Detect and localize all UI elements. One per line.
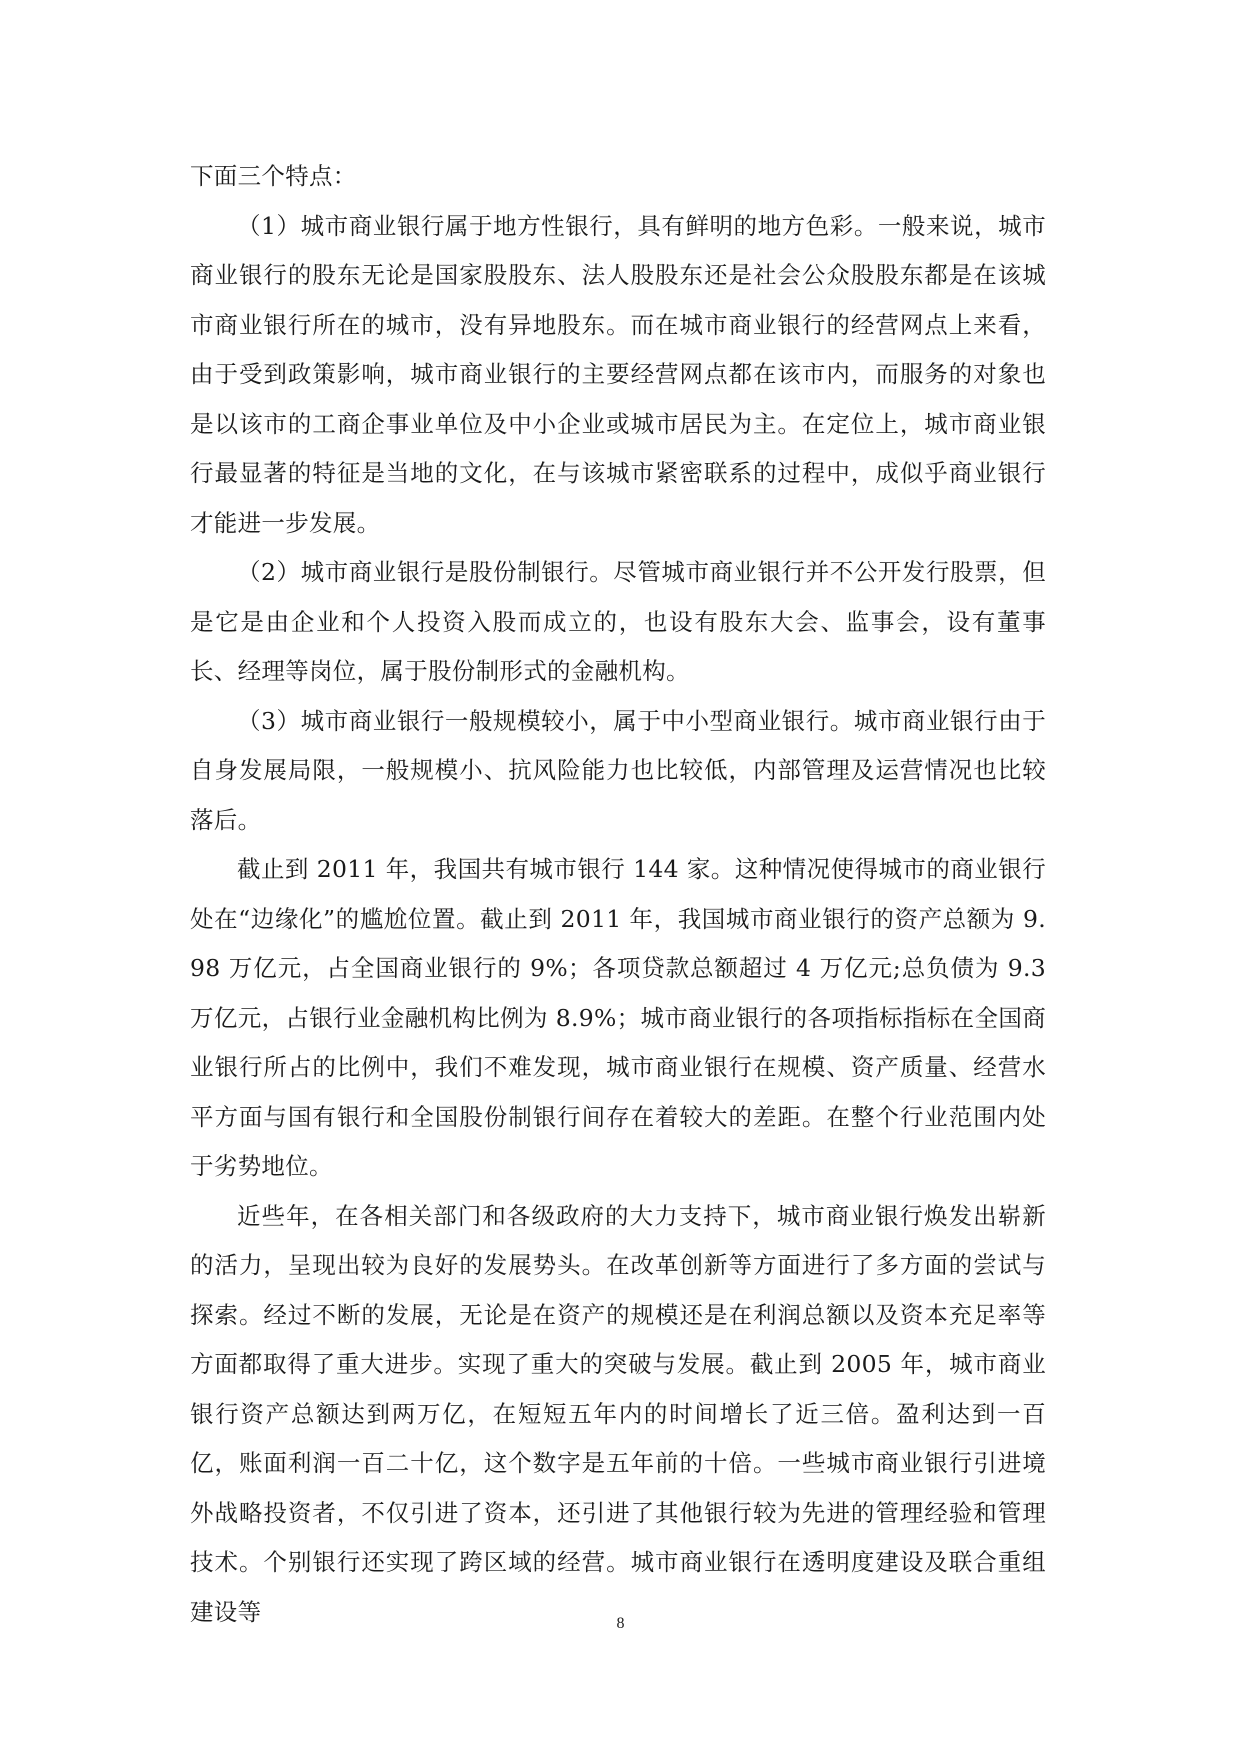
paragraph-feature-1: （1）城市商业银行属于地方性银行，具有鲜明的地方色彩。一般来说，城市商业银行的股东无论是国家股股东、法人股股东还是社会公众股股东都是在该城市商业银行所在的城市，没有异地股东。而在城市商业银行的经营网点上来看，由于受到政策影响，城市商业银行的主要经营网点都在该市内，而服务的对象也是以该市的工商企事业单位及中小企业或城市居民为主。在定位上，城市商业银行最显著的特征是当地的文化，在与该城市紧密联系的过程中，成似乎商业银行才能进一步发展。 <box>190 211 1046 537</box>
paragraph-statistics-2011: 截止到 2011 年，我国共有城市银行 144 家。这种情况使得城市的商业银行处在“边缘化”的尴尬位置。截止到 2011 年，我国城市商业银行的资产总额为 9.98 万亿元，占全国商业银行的 9%；各项贷款总额超过 4 万亿元;总负债为 9.3 万亿元，占银行业金融机构比例为 8.9%；城市商业银行的各项指标指标在全国商业银行所占的比例中，我们不难发现，城市商业银行在规模、资产质量、经营水平方面与国有银行和全国股份制银行间存在着较大的差距。在整个行业范围内处于劣势地位。 <box>190 855 1046 1180</box>
paragraph-feature-2: （2）城市商业银行是股份制银行。尽管城市商业银行并不公开发行股票，但是它是由企业和个人投资入股而成立的，也设有股东大会、监事会，设有董事长、经理等岗位，属于股份制形式的金融机构。 <box>190 558 1046 685</box>
body-text <box>190 152 1046 1637</box>
paragraph-recent-development: 近些年，在各相关部门和各级政府的大力支持下，城市商业银行焕发出崭新的活力，呈现出较为良好的发展势头。在改革创新等方面进行了多方面的尝试与探索。经过不断的发展，无论是在资产的规模还是在利润总额以及资本充足率等方面都取得了重大进步。实现了重大的突破与发展。截止到 2005 年，城市商业银行资产总额达到两万亿，在短短五年内的时间增长了近三倍。盈利达到一百亿，账面利润一百二十亿，这个数字是五年前的十倍。一些城市商业银行引进境外战略投资者，不仅引进了资本，还引进了其他银行较为先进的管理经验和管理技术。个别银行还实现了跨区域的经营。城市商业银行在透明度建设及联合重组建设等 <box>190 1201 1046 1626</box>
paragraph-intro: 下面三个特点： <box>190 162 357 190</box>
paragraph-feature-3: （3）城市商业银行一般规模较小，属于中小型商业银行。城市商业银行由于自身发展局限，一般规模小、抗风险能力也比较低，内部管理及运营情况也比较落后。 <box>190 706 1046 834</box>
page-number: 8 <box>616 1615 625 1632</box>
